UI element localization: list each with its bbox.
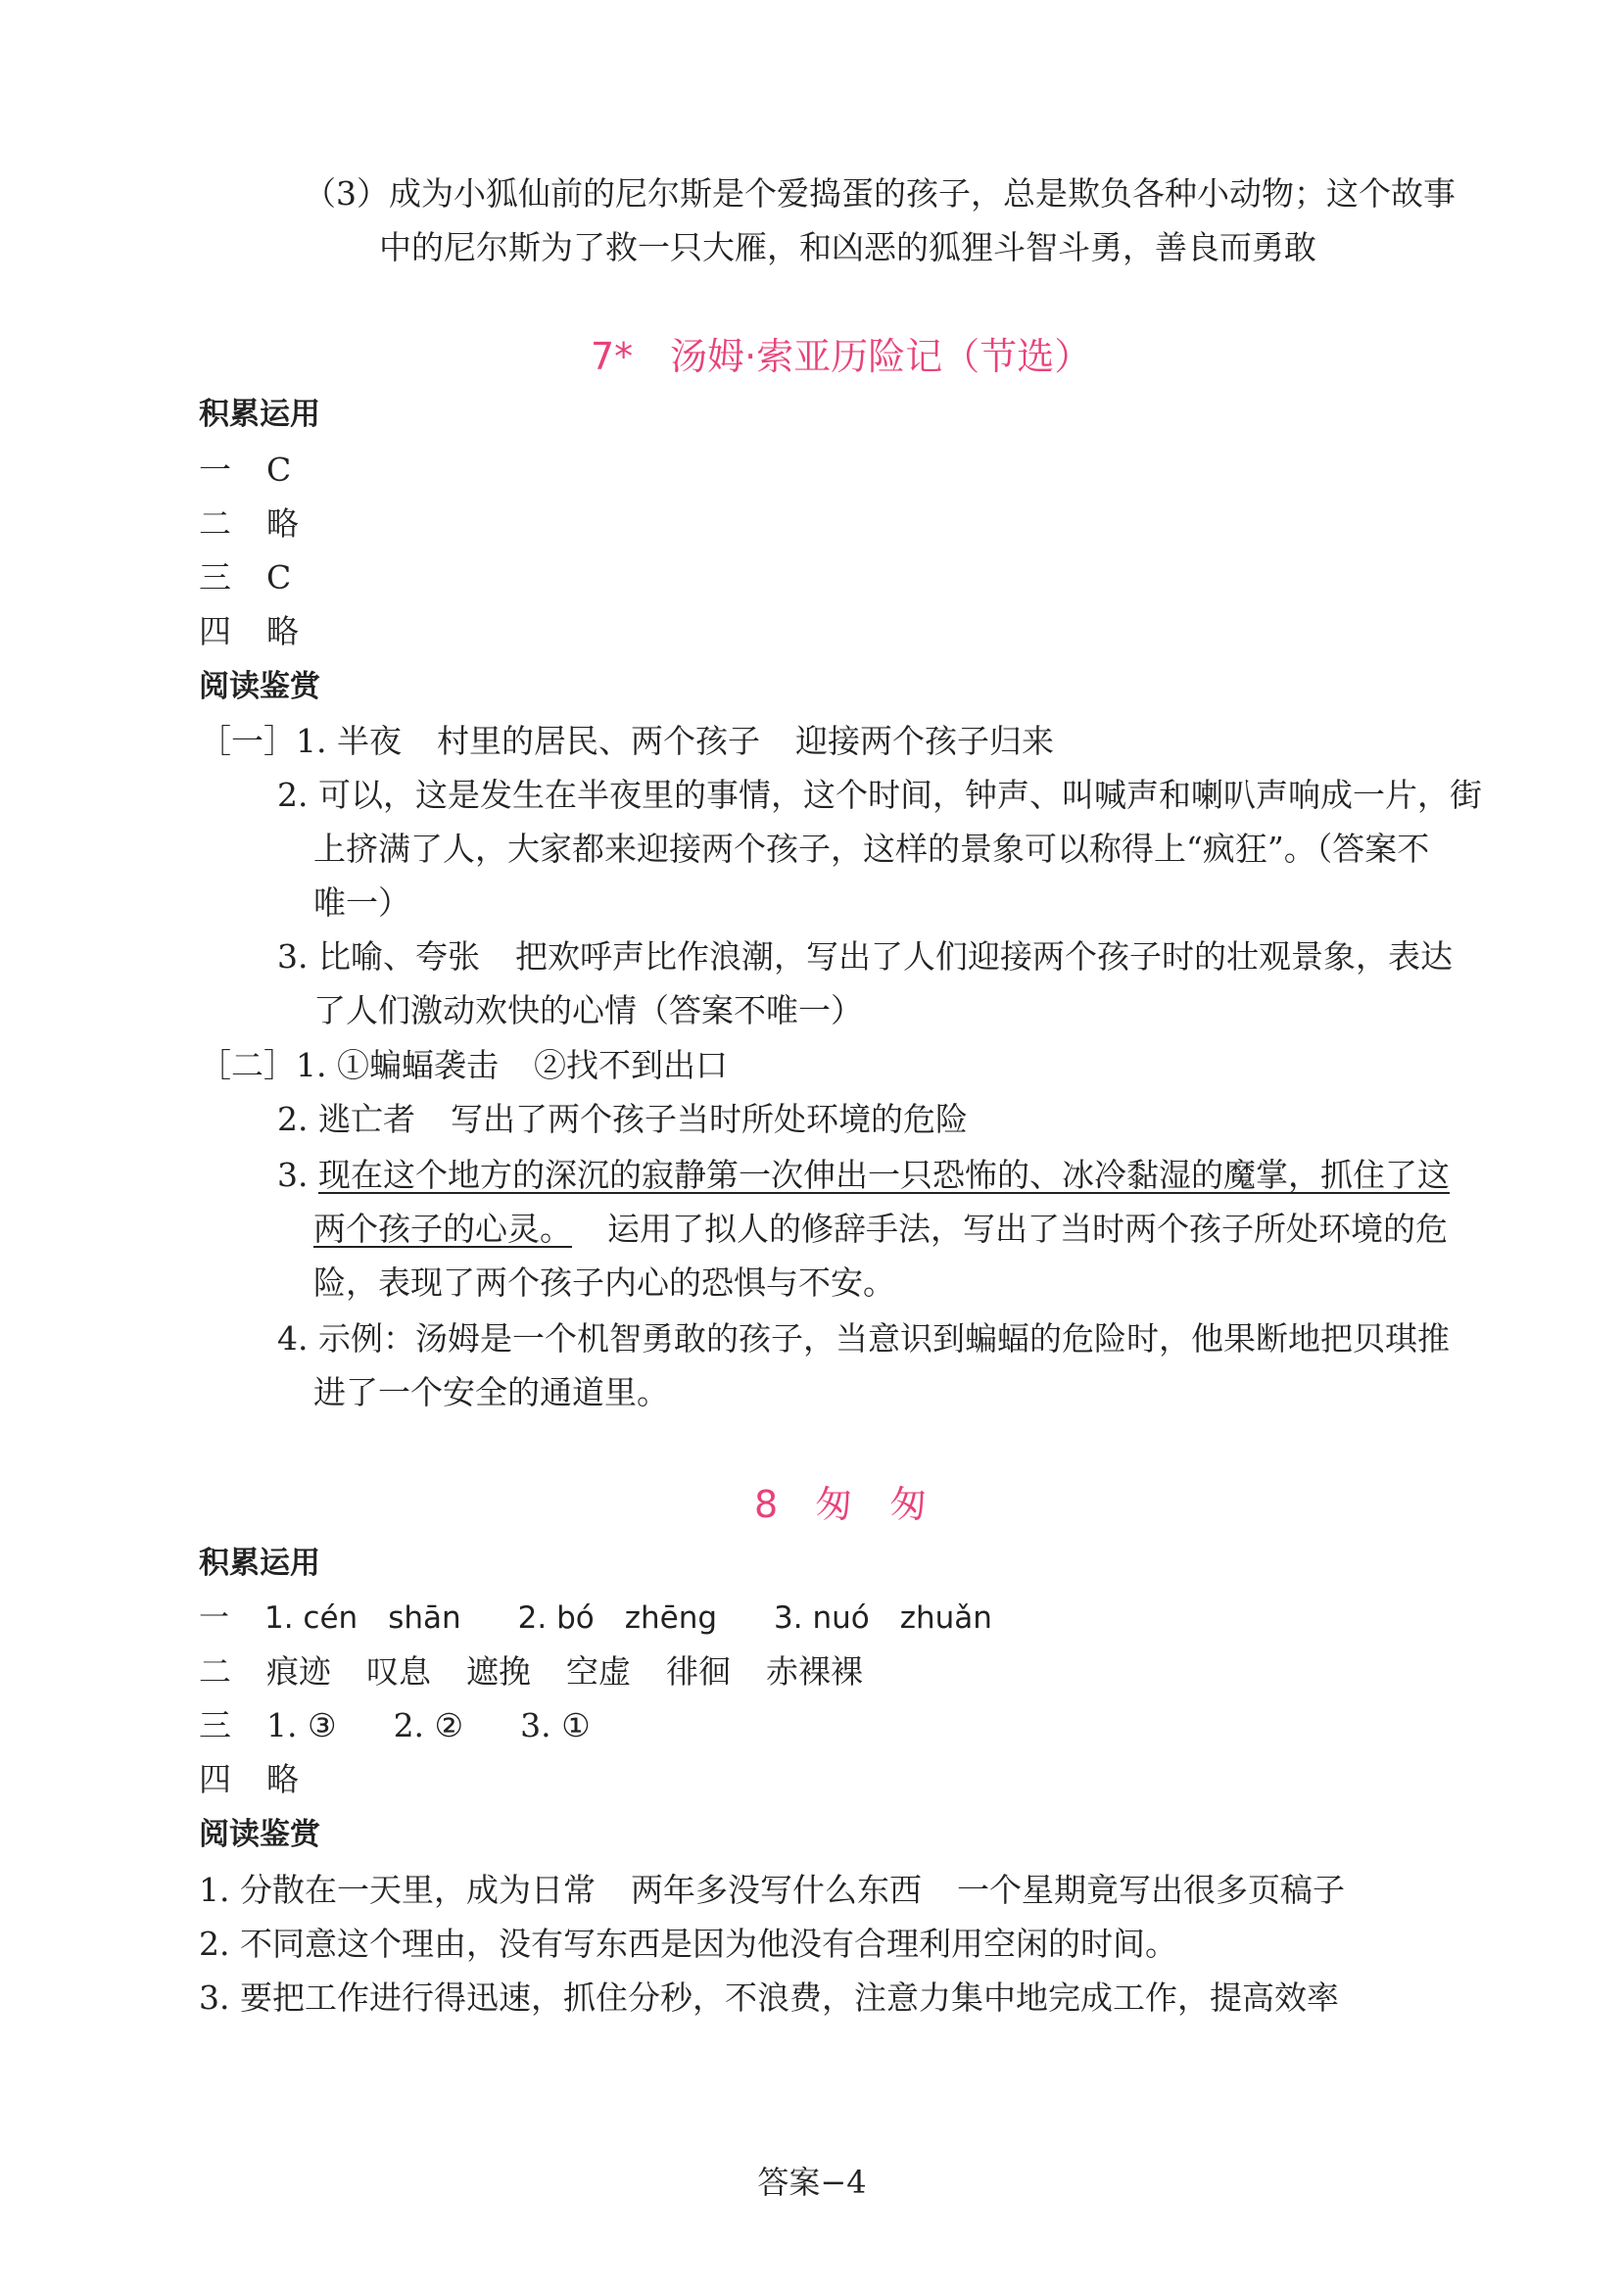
item3-line1: （3）成为小狐仙前的尼尔斯是个爱捣蛋的孩子，总是欺负各种小动物；这个故事 bbox=[304, 174, 1456, 213]
q3-number: 3. bbox=[277, 1156, 318, 1194]
accum-num: 三 bbox=[199, 1706, 231, 1744]
q1-part-b: 村里的居民、两个孩子 bbox=[436, 722, 760, 760]
reading1-q3-line1 bbox=[277, 937, 1453, 977]
lesson8-reading-heading: 阅读鉴赏 bbox=[199, 1817, 320, 1852]
reading2-q3-line2 bbox=[313, 1210, 1448, 1249]
lesson7-accum-2 bbox=[199, 504, 299, 544]
pinyin-answer-2: 2. bó zhēng bbox=[517, 1600, 718, 1636]
reading1-q2-line1: 2. 可以，这是发生在半夜里的事情，这个时间，钟声、叫喊声和喇叭声响成一片，街 bbox=[277, 776, 1482, 814]
underlined-quote-end: 两个孩子的心灵。 bbox=[313, 1210, 572, 1248]
q1-part-a: ［一］1. 半夜 bbox=[199, 722, 402, 760]
pinyin-answer-1: 1. cén shān bbox=[264, 1600, 461, 1636]
q1-part-a: 1. 分散在一天里，成为日常 bbox=[199, 1871, 596, 1909]
reading2-q1 bbox=[199, 1046, 728, 1085]
reading2-q3-line1 bbox=[277, 1156, 1450, 1195]
q1-part-c: 一个星期竟写出很多页稿子 bbox=[956, 1871, 1345, 1909]
lesson8-accum-2 bbox=[199, 1652, 863, 1692]
lesson8-accum-4 bbox=[199, 1760, 299, 1799]
q1-part-a: ［二］1. ①蝙蝠袭击 bbox=[199, 1046, 499, 1084]
lesson7-accum-3 bbox=[199, 558, 291, 597]
q1-part-b: 两年多没写什么东西 bbox=[630, 1871, 922, 1909]
accum-answer: 略 bbox=[266, 1760, 299, 1798]
reading1-q2-line2: 上挤满了人，大家都来迎接两个孩子，这样的景象可以称得上“疯狂”。（答案不 bbox=[313, 830, 1430, 868]
q2-part-b: 写出了两个孩子当时所处环境的危险 bbox=[450, 1100, 968, 1138]
accum-answer: C bbox=[266, 451, 292, 489]
accum-num: 二 bbox=[199, 504, 231, 543]
q1-part-c: 迎接两个孩子归来 bbox=[794, 722, 1054, 760]
q3-part-b: 把欢呼声比作浪潮，写出了人们迎接两个孩子时的壮观景象，表达 bbox=[514, 937, 1453, 976]
lesson7-accum-1 bbox=[199, 451, 291, 490]
reading2-q2 bbox=[277, 1100, 968, 1139]
reading1-q3-line2: 了人们激动欢快的心情（答案不唯一） bbox=[313, 991, 863, 1029]
word-6: 赤裸裸 bbox=[766, 1652, 863, 1691]
accum-num: 二 bbox=[199, 1652, 231, 1691]
accum-answer: 略 bbox=[266, 504, 299, 543]
accum-num: 一 bbox=[199, 1600, 229, 1636]
word-3: 遮挽 bbox=[466, 1652, 531, 1691]
lesson7-title: 7* 汤姆·索亚历险记（节选） bbox=[591, 335, 1092, 378]
word-1: 痕迹 bbox=[266, 1652, 331, 1691]
word-5: 徘徊 bbox=[666, 1652, 731, 1691]
choice-answer-2: 2. ② bbox=[393, 1706, 464, 1744]
reading2-q4-line2: 进了一个安全的通道里。 bbox=[313, 1373, 669, 1411]
lesson8-accum-heading: 积累运用 bbox=[199, 1546, 320, 1581]
lesson8-reading-q1 bbox=[199, 1871, 1345, 1910]
q1-part-b: ②找不到出口 bbox=[533, 1046, 728, 1084]
accum-num: 四 bbox=[199, 1760, 231, 1798]
reading2-q4-line1: 4. 示例：汤姆是一个机智勇敢的孩子，当意识到蝙蝠的危险时，他果断地把贝琪推 bbox=[277, 1319, 1450, 1358]
reading1-q2-line3: 唯一） bbox=[313, 883, 410, 922]
q2-part-a: 2. 逃亡者 bbox=[277, 1100, 415, 1138]
lesson8-title: 8 匆 匆 bbox=[754, 1483, 928, 1526]
choice-answer-3: 3. ① bbox=[520, 1706, 591, 1744]
lesson8-accum-3 bbox=[199, 1706, 591, 1745]
accum-num: 三 bbox=[199, 558, 231, 596]
reading2-q3-line3: 险，表现了两个孩子内心的恐惧与不安。 bbox=[313, 1264, 895, 1302]
lesson7-accum-4 bbox=[199, 612, 299, 651]
word-2: 叹息 bbox=[366, 1652, 431, 1691]
page-footer: 答案−4 bbox=[757, 2164, 867, 2201]
accum-answer: C bbox=[266, 558, 292, 596]
q3-explanation: 运用了拟人的修辞手法，写出了当时两个孩子所处环境的危 bbox=[607, 1210, 1448, 1248]
item3-line2: 中的尼尔斯为了救一只大雁，和凶恶的狐狸斗智斗勇，善良而勇敢 bbox=[379, 228, 1316, 266]
accum-num: 四 bbox=[199, 612, 231, 650]
lesson7-reading-heading: 阅读鉴赏 bbox=[199, 669, 320, 704]
lesson7-accum-heading: 积累运用 bbox=[199, 397, 320, 432]
lesson8-reading-q3: 3. 要把工作进行得迅速，抓住分秒，不浪费，注意力集中地完成工作，提高效率 bbox=[199, 1979, 1339, 2017]
choice-answer-1: 1. ③ bbox=[266, 1706, 337, 1744]
q3-part-a: 3. 比喻、夸张 bbox=[277, 937, 480, 976]
word-4: 空虚 bbox=[566, 1652, 631, 1691]
underlined-quote: 现在这个地方的深沉的寂静第一次伸出一只恐怖的、冰冷黏湿的魔掌，抓住了这 bbox=[317, 1156, 1450, 1194]
reading1-q1 bbox=[199, 722, 1054, 761]
accum-answer: 略 bbox=[266, 612, 299, 650]
pinyin-answer-3: 3. nuó zhuǎn bbox=[774, 1600, 992, 1636]
accum-num: 一 bbox=[199, 451, 231, 489]
lesson8-accum-1 bbox=[199, 1598, 992, 1638]
lesson8-reading-q2: 2. 不同意这个理由，没有写东西是因为他没有合理利用空闲的时间。 bbox=[199, 1925, 1177, 1963]
